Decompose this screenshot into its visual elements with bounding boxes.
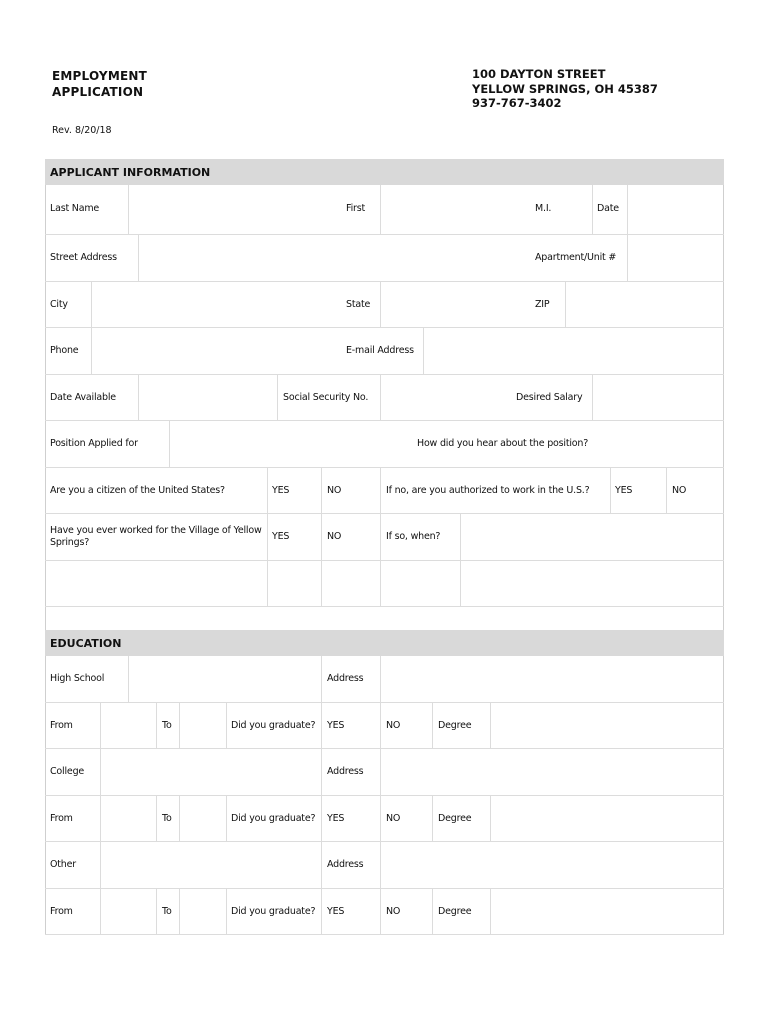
- authorized-question-label: If no, are you authorized to work in the U.S.?: [386, 485, 590, 496]
- cell-divider: [179, 888, 180, 934]
- cell-divider: [91, 327, 92, 374]
- other-school-label: Other: [50, 859, 76, 870]
- worked-yes-label: YES: [272, 531, 290, 542]
- cell-divider: [592, 185, 593, 234]
- row-divider: [45, 420, 724, 421]
- cell-divider: [100, 795, 101, 841]
- cell-divider: [610, 467, 611, 513]
- cell-divider: [226, 888, 227, 934]
- apartment-label: Apartment/Unit #: [535, 252, 617, 263]
- address-street: 100 DAYTON STREET: [472, 67, 606, 81]
- row-divider: [45, 888, 724, 889]
- education-section-header: EDUCATION: [45, 630, 724, 656]
- citizen-no-label: NO: [327, 485, 342, 496]
- phone-label: Phone: [50, 345, 79, 356]
- citizen-question-label: Are you a citizen of the United States?: [50, 485, 225, 496]
- row-divider: [45, 606, 724, 607]
- position-applied-label: Position Applied for: [50, 438, 138, 449]
- cell-divider: [100, 702, 101, 748]
- cell-divider: [128, 185, 129, 234]
- address-city: YELLOW SPRINGS, OH 45387: [472, 81, 658, 96]
- cell-divider: [156, 888, 157, 934]
- cell-divider: [100, 748, 101, 795]
- college-degree-label: Degree: [438, 813, 472, 824]
- cell-divider: [490, 888, 491, 934]
- form-title-line1: EMPLOYMENT: [52, 69, 147, 83]
- last-name-label: Last Name: [50, 203, 100, 214]
- authorized-no-label: NO: [672, 485, 687, 496]
- citizen-yes-label: YES: [272, 485, 290, 496]
- college-yes-label: YES: [327, 813, 345, 824]
- cell-divider: [380, 702, 381, 748]
- cell-divider: [321, 656, 322, 702]
- cell-divider: [565, 281, 566, 327]
- form-title: [52, 68, 147, 100]
- cell-divider: [169, 420, 170, 467]
- if-so-when-label: If so, when?: [386, 531, 441, 542]
- row-divider: [45, 934, 724, 935]
- row-divider: [45, 513, 724, 514]
- middle-initial-label: M.I.: [535, 203, 552, 214]
- cell-divider: [490, 702, 491, 748]
- cell-divider: [100, 888, 101, 934]
- cell-divider: [380, 467, 381, 606]
- zip-label: ZIP: [535, 299, 550, 310]
- high-school-label: High School: [50, 673, 105, 684]
- cell-divider: [156, 795, 157, 841]
- row-divider: [45, 560, 724, 561]
- cell-divider: [432, 702, 433, 748]
- row-divider: [45, 374, 724, 375]
- cell-divider: [321, 702, 322, 748]
- hs-no-label: NO: [386, 720, 401, 731]
- cell-divider: [627, 185, 628, 234]
- cell-divider: [267, 467, 268, 606]
- ssn-label: Social Security No.: [283, 392, 369, 403]
- cell-divider: [321, 748, 322, 795]
- cell-divider: [321, 841, 322, 888]
- first-name-label: First: [346, 203, 365, 214]
- hs-degree-label: Degree: [438, 720, 472, 731]
- other-no-label: NO: [386, 906, 401, 917]
- row-divider: [45, 234, 724, 235]
- cell-divider: [100, 841, 101, 888]
- date-label: Date: [597, 203, 619, 214]
- cell-divider: [460, 513, 461, 606]
- address-phone: 937-767-3402: [472, 96, 562, 110]
- revision-date: Rev. 8/20/18: [52, 125, 112, 136]
- cell-divider: [380, 374, 381, 420]
- cell-divider: [156, 702, 157, 748]
- college-graduate-label: Did you graduate?: [231, 813, 316, 824]
- hs-graduate-label: Did you graduate?: [231, 720, 316, 731]
- cell-divider: [226, 795, 227, 841]
- other-graduate-label: Did you graduate?: [231, 906, 316, 917]
- cell-divider: [321, 888, 322, 934]
- cell-divider: [128, 656, 129, 702]
- other-degree-label: Degree: [438, 906, 472, 917]
- worked-question-label: Have you ever worked for the Village of Yellow Springs?: [50, 525, 262, 548]
- organization-address: [472, 67, 658, 111]
- cell-divider: [380, 841, 381, 888]
- cell-divider: [432, 795, 433, 841]
- cell-divider: [380, 185, 381, 234]
- cell-divider: [380, 888, 381, 934]
- form-title-line2: APPLICATION: [52, 85, 144, 99]
- row-divider: [45, 841, 724, 842]
- cell-divider: [423, 327, 424, 374]
- street-address-label: Street Address: [50, 252, 117, 263]
- row-divider: [45, 327, 724, 328]
- hear-about-label: How did you hear about the position?: [417, 438, 589, 449]
- college-to-label: To: [162, 813, 172, 824]
- worked-no-label: NO: [327, 531, 342, 542]
- cell-divider: [380, 795, 381, 841]
- cell-divider: [179, 795, 180, 841]
- other-yes-label: YES: [327, 906, 345, 917]
- cell-divider: [321, 795, 322, 841]
- row-divider: [45, 795, 724, 796]
- hs-to-label: To: [162, 720, 172, 731]
- college-label: College: [50, 766, 85, 777]
- desired-salary-label: Desired Salary: [516, 392, 583, 403]
- cell-divider: [138, 374, 139, 420]
- high-school-address-label: Address: [327, 673, 364, 684]
- applicant-section-header: APPLICANT INFORMATION: [45, 159, 724, 185]
- row-divider: [45, 702, 724, 703]
- cell-divider: [380, 656, 381, 702]
- college-no-label: NO: [386, 813, 401, 824]
- cell-divider: [627, 234, 628, 281]
- college-from-label: From: [50, 813, 73, 824]
- row-divider: [45, 467, 724, 468]
- cell-divider: [226, 702, 227, 748]
- cell-divider: [277, 374, 278, 420]
- cell-divider: [380, 748, 381, 795]
- cell-divider: [321, 467, 322, 606]
- row-divider: [45, 748, 724, 749]
- other-from-label: From: [50, 906, 73, 917]
- other-to-label: To: [162, 906, 172, 917]
- cell-divider: [380, 281, 381, 327]
- authorized-yes-label: YES: [615, 485, 633, 496]
- college-address-label: Address: [327, 766, 364, 777]
- cell-divider: [592, 374, 593, 420]
- hs-yes-label: YES: [327, 720, 345, 731]
- hs-from-label: From: [50, 720, 73, 731]
- state-label: State: [346, 299, 371, 310]
- cell-divider: [490, 795, 491, 841]
- city-label: City: [50, 299, 68, 310]
- date-available-label: Date Available: [50, 392, 116, 403]
- cell-divider: [666, 467, 667, 513]
- cell-divider: [432, 888, 433, 934]
- cell-divider: [138, 234, 139, 281]
- row-divider: [45, 281, 724, 282]
- other-address-label: Address: [327, 859, 364, 870]
- cell-divider: [91, 281, 92, 327]
- email-label: E-mail Address: [346, 345, 414, 356]
- cell-divider: [179, 702, 180, 748]
